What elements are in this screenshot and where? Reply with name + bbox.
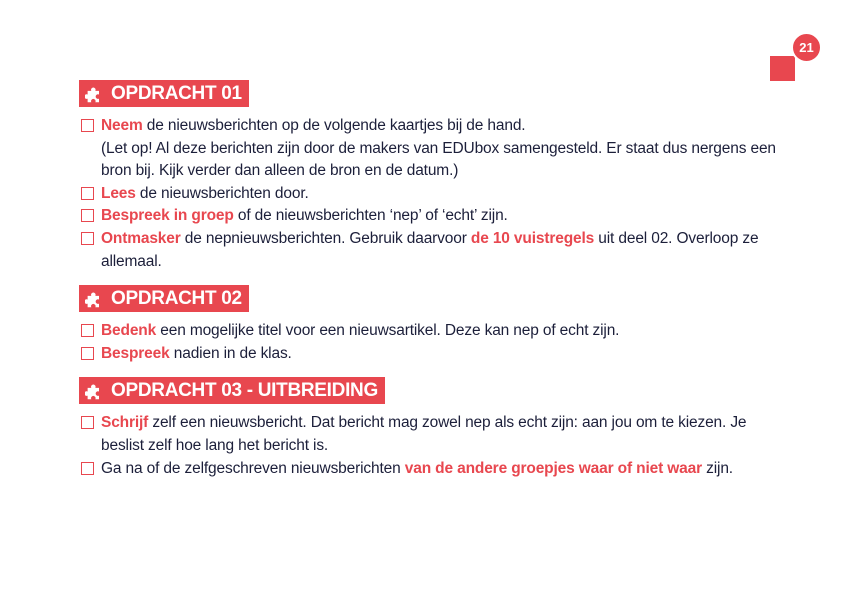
task-text: (Let op! Al deze berichten zijn door de makers van EDUbox samengesteld. Er staat dus nergens een bron bij. Kijk verder dan alleen de bron en de datum.) bbox=[101, 139, 776, 180]
page-number: 21 bbox=[791, 32, 822, 63]
puzzle-piece-icon bbox=[85, 380, 106, 401]
task-keyword: Lees bbox=[101, 184, 136, 202]
task-text: of de nieuwsberichten ‘nep’ of ‘echt’ zijn. bbox=[233, 207, 508, 225]
assignment-list bbox=[79, 80, 779, 492]
checkbox-icon[interactable] bbox=[81, 232, 94, 245]
section-heading bbox=[79, 377, 385, 404]
section-opdracht-1 bbox=[79, 80, 779, 273]
task-text: een mogelijke titel voor een nieuwsartikel. Deze kan nep of echt zijn. bbox=[156, 322, 620, 340]
task-text: de nieuwsberichten door. bbox=[135, 184, 309, 202]
checkbox-icon[interactable] bbox=[81, 187, 94, 200]
section-title: OPDRACHT 02 bbox=[111, 287, 242, 309]
task-item bbox=[79, 205, 779, 228]
section-title: OPDRACHT 01 bbox=[111, 82, 242, 104]
section-opdracht-3 bbox=[79, 377, 779, 480]
section-heading bbox=[79, 80, 249, 107]
task-item bbox=[79, 183, 779, 206]
page-number-badge bbox=[770, 32, 822, 82]
task-keyword: Neem bbox=[101, 117, 143, 134]
checkbox-icon[interactable] bbox=[81, 462, 94, 475]
checkbox-icon[interactable] bbox=[81, 324, 94, 337]
task-list bbox=[79, 320, 779, 365]
task-list bbox=[79, 412, 779, 480]
task-keyword: Bespreek in groep bbox=[101, 207, 234, 225]
task-text: Ga na of de zelfgeschreven nieuwsberichten bbox=[101, 459, 405, 477]
checkbox-icon[interactable] bbox=[81, 119, 94, 132]
task-item bbox=[79, 320, 779, 343]
task-keyword: de 10 vuistregels bbox=[470, 229, 595, 247]
task-keyword: Ontmasker bbox=[101, 229, 181, 247]
task-item bbox=[79, 343, 779, 366]
task-keyword: van de andere groepjes waar of niet waar bbox=[404, 459, 702, 477]
section-title: OPDRACHT 03 - UITBREIDING bbox=[111, 379, 378, 401]
task-item bbox=[79, 138, 779, 183]
checkbox-icon[interactable] bbox=[81, 416, 94, 429]
checkbox-icon[interactable] bbox=[81, 347, 94, 360]
task-item bbox=[79, 412, 779, 457]
badge-square bbox=[770, 56, 795, 81]
task-text: uit deel 02. Overloop ze allemaal. bbox=[101, 229, 759, 270]
task-text: nadien in de klas. bbox=[169, 344, 292, 362]
task-item bbox=[79, 228, 779, 273]
task-keyword: Bedenk bbox=[101, 322, 157, 340]
task-item bbox=[79, 115, 779, 138]
puzzle-piece-icon bbox=[85, 83, 106, 104]
task-text: de nieuwsberichten op de volgende kaartjes bij de hand. bbox=[142, 117, 526, 134]
task-text: zijn. bbox=[701, 459, 733, 477]
task-list bbox=[79, 115, 779, 273]
section-opdracht-2 bbox=[79, 285, 779, 365]
task-keyword: Schrijf bbox=[101, 414, 149, 432]
task-text: zelf een nieuwsbericht. Dat bericht mag zowel nep als echt zijn: aan jou om te kiezen. Je beslist zelf hoe lang het bericht is. bbox=[101, 414, 747, 454]
task-keyword: Bespreek bbox=[101, 344, 170, 362]
section-heading bbox=[79, 285, 249, 312]
puzzle-piece-icon bbox=[85, 288, 106, 309]
checkbox-icon[interactable] bbox=[81, 209, 94, 222]
task-text: de nepnieuwsberichten. Gebruik daarvoor bbox=[180, 229, 471, 247]
task-item bbox=[79, 458, 779, 481]
